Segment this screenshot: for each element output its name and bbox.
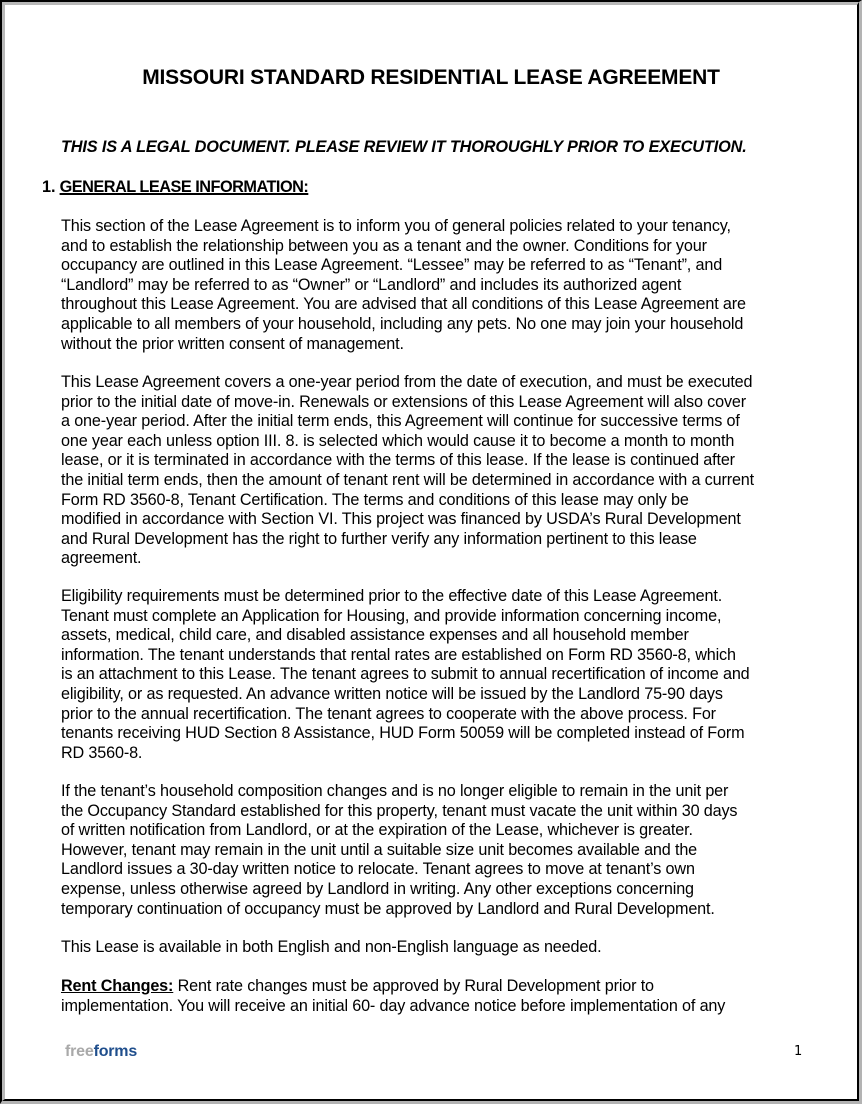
text-line: However, tenant may remain in the unit until a suitable size unit becomes available and the (61, 840, 698, 859)
logo-forms-text: forms (93, 1043, 138, 1060)
paragraph-household-changes (61, 782, 807, 919)
paragraph-eligibility (61, 587, 807, 763)
rent-changes-label: Rent Changes: (61, 977, 174, 995)
text-line: the Occupancy Standard established for this property, tenant must vacate the unit within 30 days (61, 801, 738, 820)
text-line (61, 977, 807, 997)
text-line: and to establish the relationship between you as a tenant and the owner. Conditions for your (61, 236, 707, 255)
text-line: prior to the annual recertification. The tenant agrees to cooperate with the above process. For (61, 704, 716, 723)
text-line: This section of the Lease Agreement is to inform you of general policies related to your tenancy, (61, 217, 731, 235)
freeforms-logo (65, 1043, 137, 1061)
text-line: “Landlord” may be referred to as “Owner” or “Landlord” and includes its authorized agent (61, 275, 682, 294)
text-line: eligibility, or as requested. An advance written notice will be issued by the Landlord 75-90 days (61, 684, 723, 703)
paragraph-general-policies (61, 217, 807, 354)
text-line: one year each unless option III. 8. is selected which would cause it to become a month to month (61, 431, 735, 450)
text-line: This Lease Agreement covers a one-year period from the date of execution, and must be executed (61, 373, 753, 391)
text-line: lease, or it is terminated in accordance with the terms of this lease. If the lease is continued after (61, 451, 735, 470)
text-line: Landlord issues a 30-day written notice to relocate. Tenant agrees to move at tenant’s own (61, 860, 695, 879)
text-line: a one-year period. After the initial term ends, this Agreement will continue for successive terms of (61, 412, 740, 431)
text-line: Eligibility requirements must be determined prior to the effective date of this Lease Agreement. (61, 587, 723, 605)
text-line: applicable to all members of your household, including any pets. No one may join your household (61, 314, 744, 333)
text-line: prior to the initial date of move-in. Renewals or extensions of this Lease Agreement will also cover (61, 392, 747, 411)
legal-notice: THIS IS A LEGAL DOCUMENT. PLEASE REVIEW IT THOROUGHLY PRIOR TO EXECUTION. (61, 138, 747, 156)
text-line: information. The tenant understands that rental rates are established on Form RD 3560-8, which (61, 645, 736, 664)
text-line: assets, medical, child care, and disabled assistance expenses and all household member (61, 626, 689, 645)
text-line: If the tenant’s household composition changes and is no longer eligible to remain in the unit per (61, 782, 729, 800)
section-heading (42, 178, 308, 197)
text-line: of written notification from Landlord, or at the expiration of the Lease, whichever is greater. (61, 821, 693, 840)
text-line: is an attachment to this Lease. The tenant agrees to submit to annual recertification of income and (61, 665, 750, 684)
section-number: 1. (42, 178, 56, 196)
text-line: and Rural Development has the right to further verify any information pertinent to this lease (61, 529, 697, 548)
paragraph-language (61, 938, 807, 958)
text-line: occupancy are outlined in this Lease Agreement. “Lessee” may be referred to as “Tenant”, and (61, 256, 723, 275)
text-line: tenants receiving HUD Section 8 Assistance, HUD Form 50059 will be completed instead of Form (61, 724, 745, 743)
rent-changes-text: Rent rate changes must be approved by Rural Development prior to (173, 977, 654, 995)
text-line: throughout this Lease Agreement. You are advised that all conditions of this Lease Agreement are (61, 295, 746, 314)
text-line: Tenant must complete an Application for Housing, and provide information concerning income, (61, 606, 722, 625)
document-title: MISSOURI STANDARD RESIDENTIAL LEASE AGREEMENT (142, 66, 720, 89)
section-title: GENERAL LEASE INFORMATION: (59, 178, 309, 196)
logo-free-text: free (65, 1043, 94, 1060)
page-number: 1 (794, 1044, 803, 1059)
text-line: expense, unless otherwise agreed by Landlord in writing. Any other exceptions concerning (61, 879, 694, 898)
text-line: RD 3560-8. (61, 743, 143, 762)
text-line: the initial term ends, then the amount of tenant rent will be determined in accordance with a current (61, 470, 754, 489)
text-line: modified in accordance with Section VI. This project was financed by USDA’s Rural Development (61, 510, 741, 529)
text-line: without the prior written consent of management. (61, 334, 404, 353)
text-line: agreement. (61, 549, 142, 568)
text-line: temporary continuation of occupancy must be approved by Landlord and Rural Development. (61, 899, 715, 918)
paragraph-rent-changes (61, 977, 807, 1016)
text-line: implementation. You will receive an initial 60- day advance notice before implementation of any (61, 996, 726, 1015)
text-line: This Lease is available in both English and non-English language as needed. (61, 938, 602, 956)
text-line: Form RD 3560-8, Tenant Certification. The terms and conditions of this lease may only be (61, 490, 689, 509)
paragraph-lease-term (61, 373, 807, 569)
